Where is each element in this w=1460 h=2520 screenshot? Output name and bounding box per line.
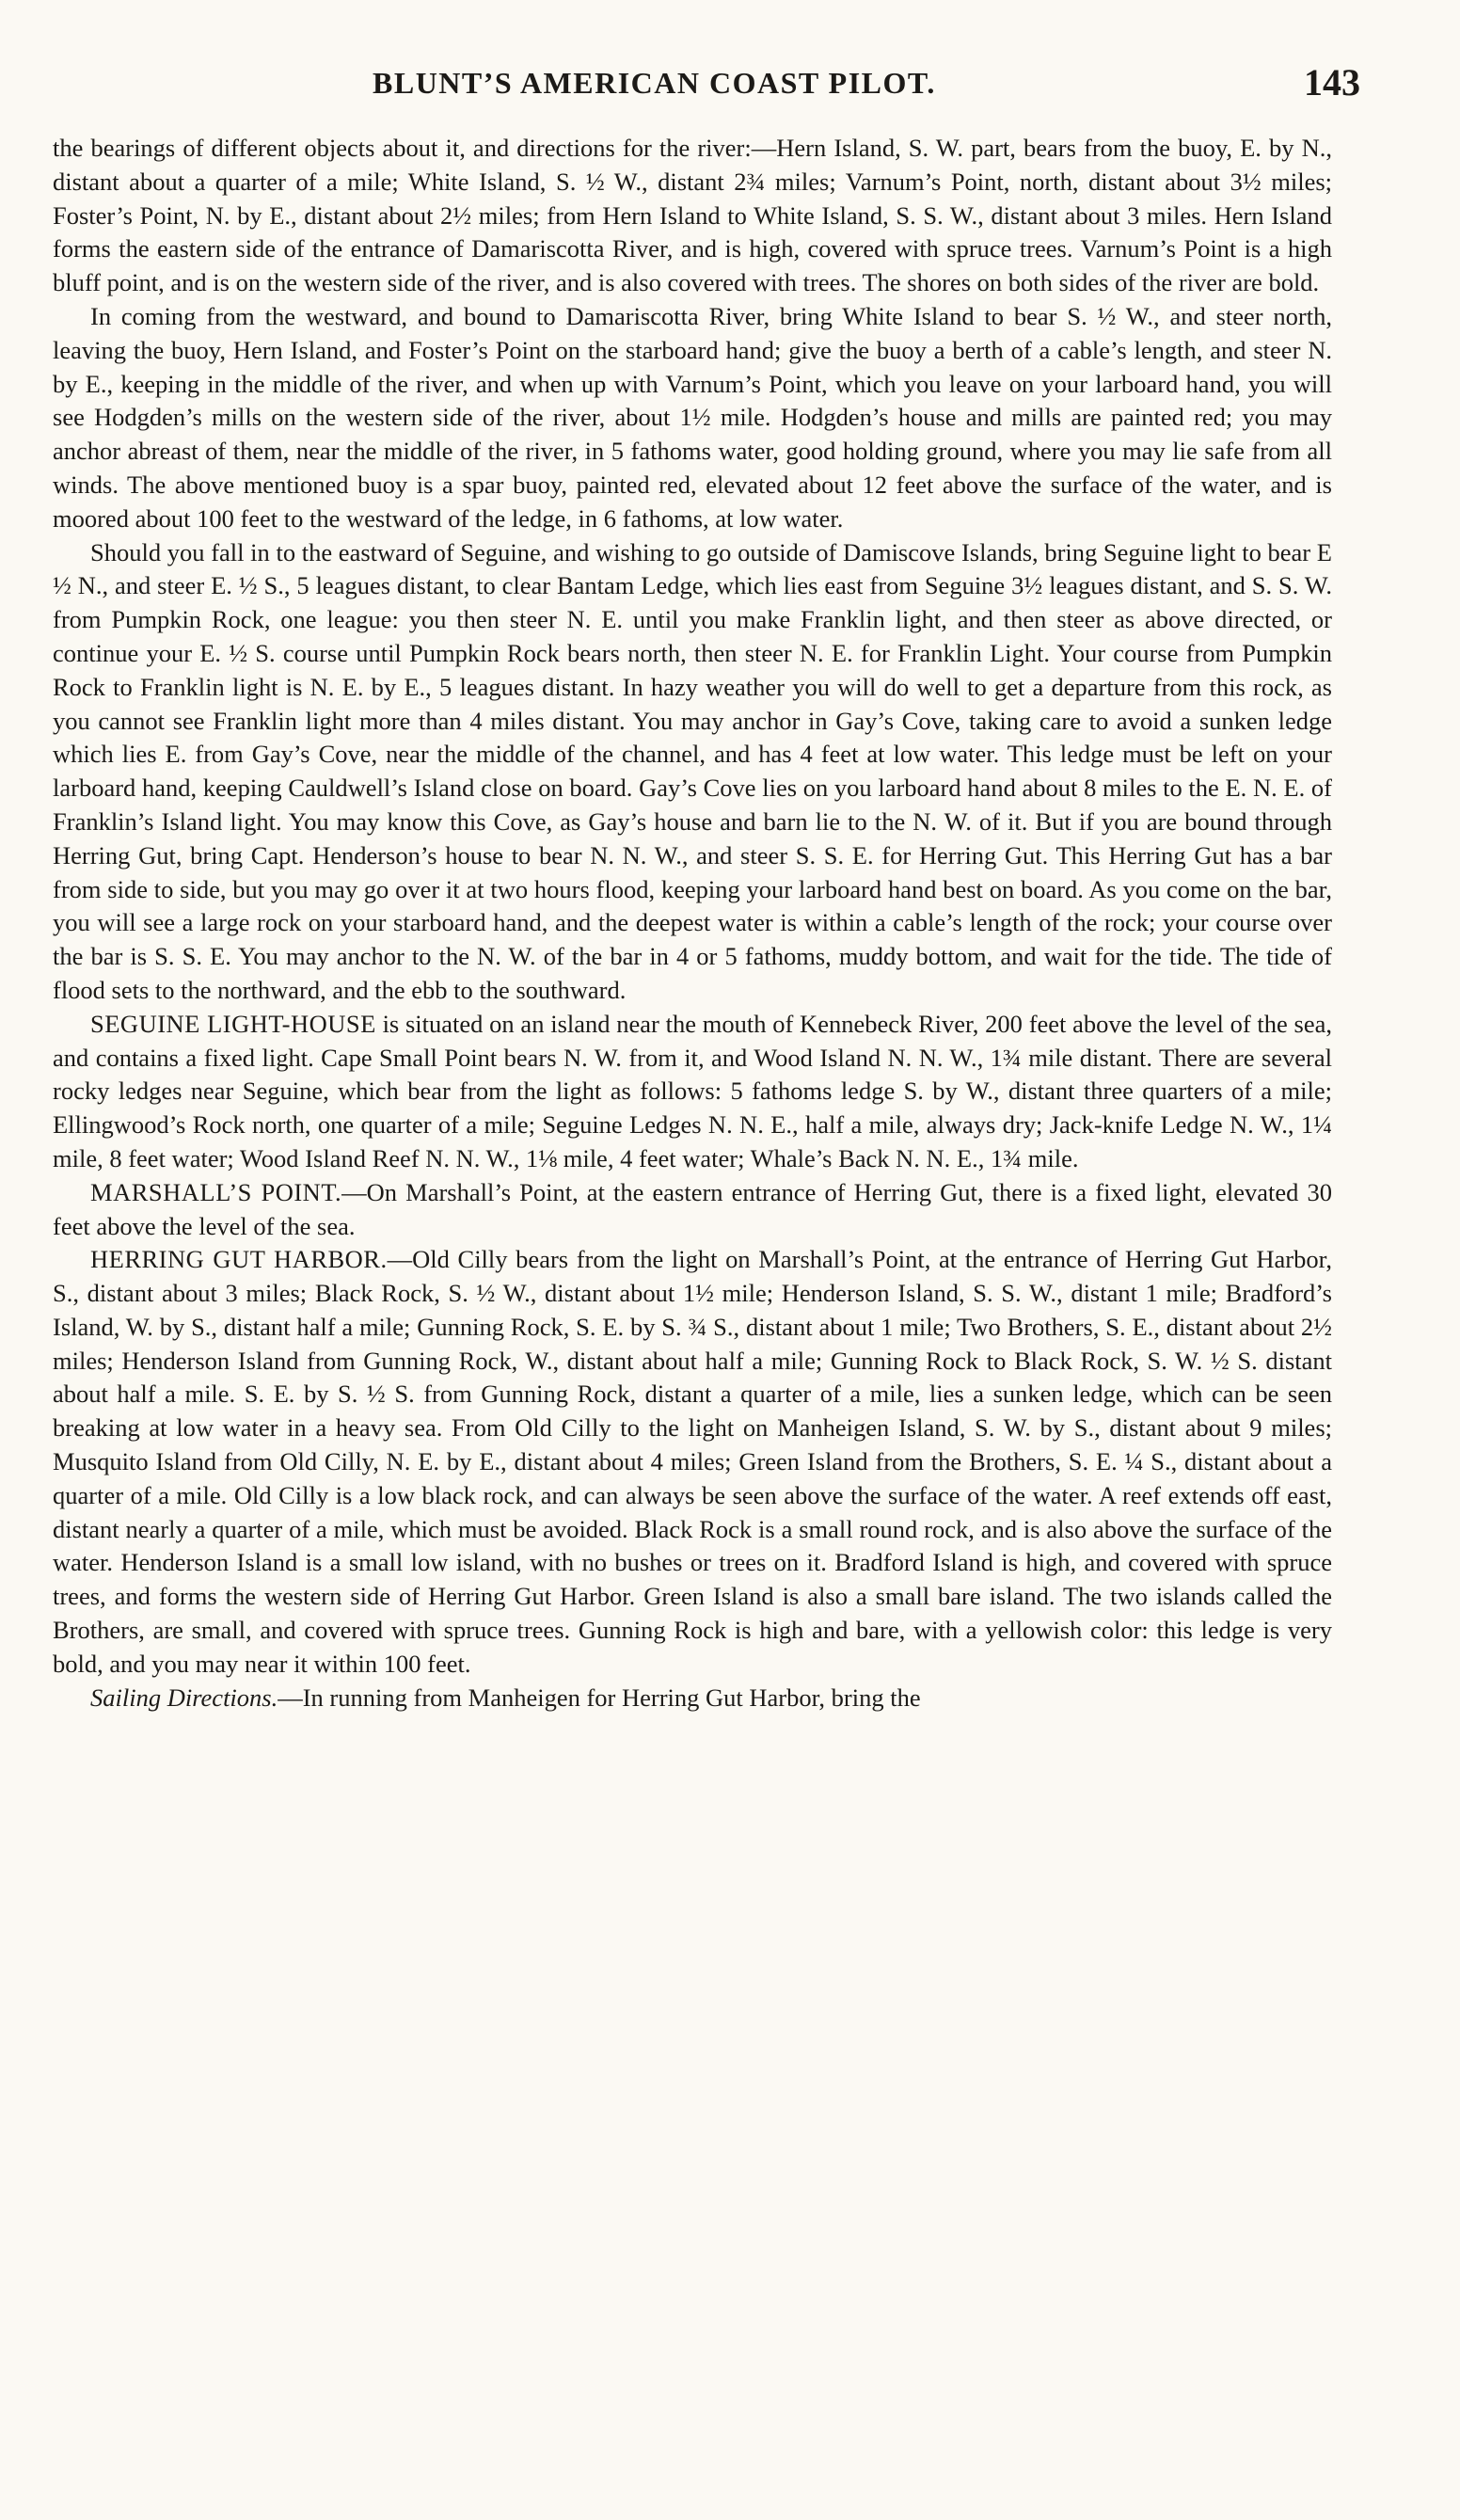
section-lead-marshalls: MARSHALL’S POINT. <box>90 1177 342 1206</box>
page-number: 143 <box>1304 61 1360 104</box>
paragraph-seguine-lighthouse <box>53 1008 1332 1176</box>
paragraph-6-text: —Old Cilly bears from the light on Marshall’s Point, at the entrance of Herring Gut Harbor, S., distant about 3 miles; Black Rock, S. ½ W., distant about 1½ mile; Henderson Island, S. S. W., distant 1 mile; Bradford’s Island, W. by S., distant half a mile; Gunning Rock, S. E. by S. ¾ S., distant about 1 mile; Two Brothers, S. E., distant about 2½ miles; Henderson Island from Gunning Rock, W., distant about half a mile; Gunning Rock to Black Rock, S. W. ½ S. distant about half a mile. S. E. by S. ½ S. from Gunning Rock, distant a quarter of a mile, lies a sunken ledge, which can be seen breaking at low water in a heavy sea. From Old Cilly to the light on Manheigen Island, S. W. by S., distant about 9 miles; Musquito Island from Old Cilly, N. E. by E., distant about 4 miles; Green Island from the Brothers, S. E. ¼ S., distant about a quarter of a mile. Old Cilly is a low black rock, and can always be seen above the surface of the water. A reef extends off east, distant nearly a quarter of a mile, which must be avoided. Black Rock is a small round rock, and is also above the surface of the water. Henderson Island is a small low island, with no bushes or trees on it. Bradford Island is high, and covered with spruce trees, and forms the western side of Herring Gut Harbor. Green Island is also a small bare island. The two islands called the Brothers, are small, and covered with spruce trees. Gunning Rock is high and bare, with a yellowish color: this ledge is very bold, and you may near it within 100 feet. <box>53 1245 1332 1678</box>
paragraph-marshalls-point <box>53 1176 1332 1244</box>
paragraph-2-text: In coming from the westward, and bound to Damariscotta River, bring White Island to bear S. ½ W., and steer north, leaving the buoy, Hern Island, and Foster’s Point on the starboard hand; give the buoy a berth of a cable’s length, and steer N. by E., keeping in the middle of the river, and when up with Varnum’s Point, which you leave on your larboard hand, you will see Hodgden’s mills on the western side of the river, about 1½ mile. Hodgden’s house and mills are painted red; you may anchor abreast of them, near the middle of the river, in 5 fathoms water, good holding ground, where you may lie safe from all winds. The above mentioned buoy is a spar buoy, painted red, elevated about 12 feet above the surface of the water, and is moored about 100 feet to the westward of the ledge, in 6 fathoms, at low water. <box>53 301 1332 533</box>
section-lead-sailing-directions: Sailing Directions. <box>90 1683 278 1712</box>
section-lead-herring-gut: HERRING GUT HARBOR. <box>90 1245 388 1274</box>
body-text <box>53 132 1332 1715</box>
page-header <box>53 56 1360 107</box>
paragraph-1-text: the bearings of different objects about it, and directions for the river:—Hern Island, S. W. part, bears from the buoy, E. by N., distant about a quarter of a mile; White Island, S. ½ W., distant 2¾ miles; Varnum’s Point, north, distant about 3½ miles; Foster’s Point, N. by E., distant about 2½ miles; from Hern Island to White Island, S. S. W., distant about 3 miles. Hern Island forms the eastern side of the entrance of Damariscotta River, and is high, covered with spruce trees. Varnum’s Point is a high bluff point, and is on the western side of the river, and is also covered with trees. The shores on both sides of the river are bold. <box>53 134 1332 297</box>
paragraph-1 <box>53 132 1332 300</box>
paragraph-2 <box>53 300 1332 536</box>
section-lead-seguine: SEGUINE LIGHT-HOUSE <box>90 1009 376 1038</box>
paragraph-5-text: —On Marshall’s Point, at the eastern entrance of Herring Gut, there is a fixed light, elevated 30 feet above the level of the sea. <box>53 1177 1332 1240</box>
paragraph-herring-gut-harbor <box>53 1243 1332 1681</box>
document-page <box>53 56 1360 2503</box>
running-head: BLUNT’S AMERICAN COAST PILOT. <box>373 66 936 100</box>
paragraph-sailing-directions <box>53 1682 1332 1715</box>
paragraph-4-text: is situated on an island near the mouth of Kennebeck River, 200 feet above the level of the sea, and contains a fixed light. Cape Small Point bears N. W. from it, and Wood Island N. N. W., 1¾ mile distant. There are several rocky ledges near Seguine, which bear from the light as follows: 5 fathoms ledge S. by W., distant three quarters of a mile; Ellingwood’s Rock north, one quarter of a mile; Seguine Ledges N. N. E., half a mile, always dry; Jack-knife Ledge N. W., 1¼ mile, 8 feet water; Wood Island Reef N. N. W., 1⅛ mile, 4 feet water; Whale’s Back N. N. E., 1¾ mile. <box>53 1009 1332 1172</box>
paragraph-3-text: Should you fall in to the eastward of Seguine, and wishing to go outside of Damiscove Islands, bring Seguine light to bear E ½ N., and steer E. ½ S., 5 leagues distant, to clear Bantam Ledge, which lies east from Seguine 3½ leagues distant, and S. S. W. from Pumpkin Rock, one league: you then steer N. E. until you make Franklin light, and then steer as above directed, or continue your E. ½ S. course until Pumpkin Rock bears north, then steer N. E. for Franklin Light. Your course from Pumpkin Rock to Franklin light is N. E. by E., 5 leagues distant. In hazy weather you will do well to get a departure from this rock, as you cannot see Franklin light more than 4 miles distant. You may anchor in Gay’s Cove, taking care to avoid a sunken ledge which lies E. from Gay’s Cove, near the middle of the channel, and has 4 feet at low water. This ledge must be left on your larboard hand, keeping Cauldwell’s Island close on board. Gay’s Cove lies on you larboard hand about 8 miles to the E. N. E. of Franklin’s Island light. You may know this Cove, as Gay’s house and barn lie to the N. W. of it. But if you are bound through Herring Gut, bring Capt. Henderson’s house to bear N. N. W., and steer S. S. E. for Herring Gut. This Herring Gut has a bar from side to side, but you may go over it at two hours flood, keeping your larboard hand best on board. As you come on the bar, you will see a large rock on your starboard hand, and the deepest water is within a cable’s length of the rock; your course over the bar is S. S. E. You may anchor to the N. W. of the bar in 4 or 5 fathoms, muddy bottom, and wait for the tide. The tide of flood sets to the northward, and the ebb to the southward. <box>53 537 1332 1004</box>
paragraph-3 <box>53 536 1332 1008</box>
paragraph-7-text: —In running from Manheigen for Herring Gut Harbor, bring the <box>278 1683 921 1712</box>
